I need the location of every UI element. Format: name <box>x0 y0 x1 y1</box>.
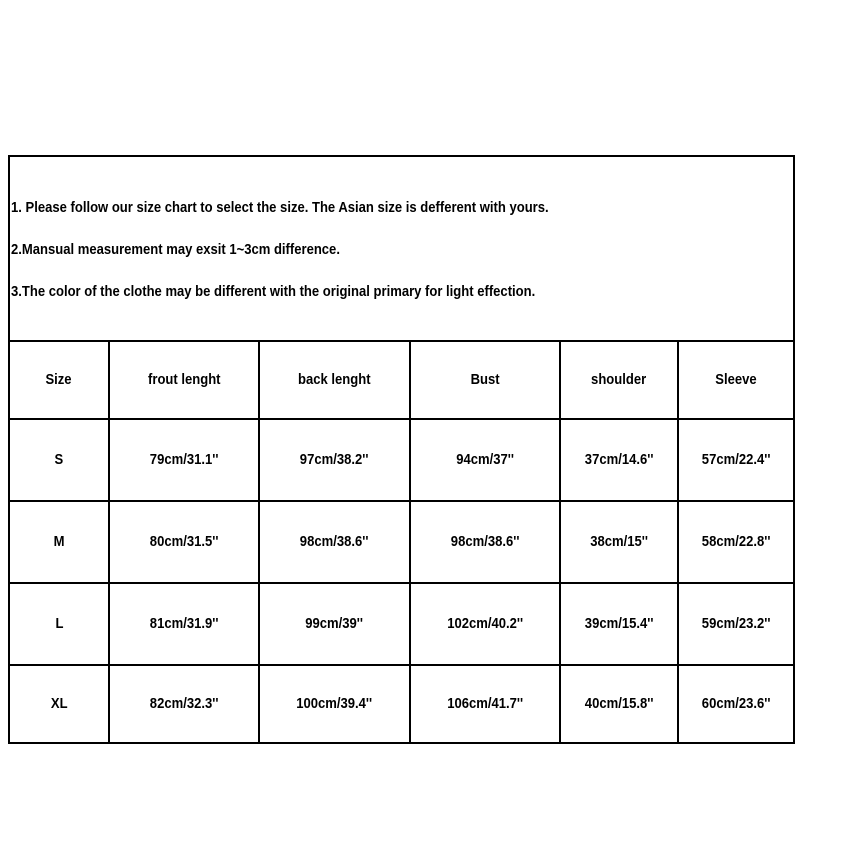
cell-text: 100cm/39.4'' <box>296 695 373 712</box>
header-label: frout lenght <box>147 372 221 389</box>
table-cell <box>560 501 678 583</box>
table-cell <box>678 501 793 583</box>
table-cell <box>10 419 109 501</box>
cell-text: 59cm/23.2'' <box>701 615 771 632</box>
cell-text: 58cm/22.8'' <box>701 533 771 550</box>
table-cell <box>678 419 793 501</box>
header-cell-back-length <box>259 342 410 419</box>
header-label: Size <box>45 372 73 389</box>
cell-text: 40cm/15.8'' <box>584 695 654 712</box>
cell-text: 81cm/31.9'' <box>149 615 219 632</box>
header-label: back lenght <box>298 372 371 389</box>
cell-text: 38cm/15'' <box>590 533 648 550</box>
header-cell-bust <box>410 342 560 419</box>
table-cell <box>410 501 560 583</box>
cell-text: S <box>54 452 64 469</box>
cell-text: 98cm/38.6'' <box>300 533 369 550</box>
cell-text: 60cm/23.6'' <box>701 695 771 712</box>
table-cell <box>109 583 259 665</box>
size-table <box>10 342 793 742</box>
table-cell <box>560 665 678 742</box>
note-color-difference: 3.The color of the clothe may be different with the original primary for light effection. <box>11 284 536 300</box>
header-label: shoulder <box>591 372 647 389</box>
header-cell-shoulder <box>560 342 678 419</box>
cell-text: 57cm/22.4'' <box>701 452 771 469</box>
table-cell <box>109 501 259 583</box>
table-cell <box>259 501 410 583</box>
table-cell <box>259 665 410 742</box>
cell-text: 39cm/15.4'' <box>584 615 654 632</box>
cell-text: 99cm/39'' <box>305 615 364 632</box>
table-cell <box>259 583 410 665</box>
table-cell <box>560 583 678 665</box>
table-cell <box>410 419 560 501</box>
cell-text: 79cm/31.1'' <box>149 452 219 469</box>
cell-text: 94cm/37'' <box>456 452 514 469</box>
table-row <box>10 583 793 665</box>
table-cell <box>259 419 410 501</box>
table-cell <box>410 583 560 665</box>
cell-text: 37cm/14.6'' <box>584 452 654 469</box>
header-label: Bust <box>470 372 500 389</box>
cell-text: 80cm/31.5'' <box>149 533 219 550</box>
table-cell <box>10 583 109 665</box>
header-cell-sleeve <box>678 342 793 419</box>
table-header-row <box>10 342 793 419</box>
table-cell <box>410 665 560 742</box>
header-cell-front-length <box>109 342 259 419</box>
table-cell <box>109 665 259 742</box>
note-measurement-error: 2.Mansual measurement may exsit 1~3cm difference. <box>11 242 340 258</box>
table-row <box>10 419 793 501</box>
cell-text: 98cm/38.6'' <box>450 533 520 550</box>
table-cell <box>10 501 109 583</box>
note-size-advice: 1. Please follow our size chart to select the size. The Asian size is defferent with yours. <box>11 200 549 216</box>
table-row <box>10 665 793 742</box>
cell-text: L <box>55 615 63 632</box>
cell-text: XL <box>50 695 68 712</box>
table-row <box>10 501 793 583</box>
cell-text: 102cm/40.2'' <box>447 615 523 632</box>
cell-text: 106cm/41.7'' <box>447 695 523 712</box>
header-cell-size <box>10 342 109 419</box>
size-notes <box>10 157 793 342</box>
table-cell <box>678 583 793 665</box>
cell-text: M <box>53 533 65 550</box>
cell-text: 82cm/32.3'' <box>149 695 219 712</box>
table-cell <box>10 665 109 742</box>
table-cell <box>560 419 678 501</box>
table-cell <box>678 665 793 742</box>
header-label: Sleeve <box>715 372 757 389</box>
cell-text: 97cm/38.2'' <box>300 452 369 469</box>
size-chart <box>8 155 795 744</box>
table-cell <box>109 419 259 501</box>
